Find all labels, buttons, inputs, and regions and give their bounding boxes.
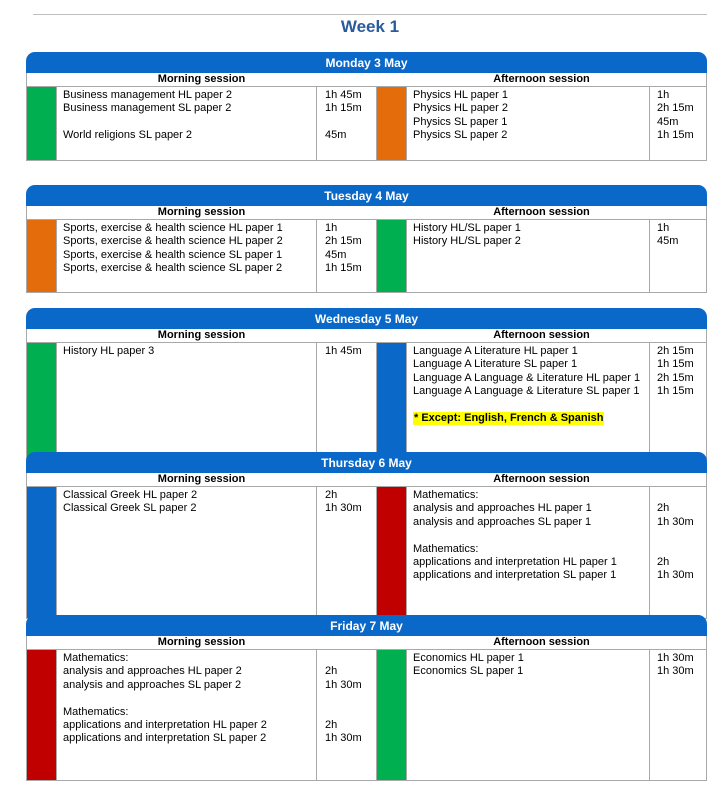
exam-duration: 2h 15m (657, 371, 694, 384)
exam-subject: Classical Greek HL paper 2 (63, 489, 198, 501)
exam-duration: 1h 30m (657, 652, 694, 664)
morning-color-bar (27, 487, 56, 618)
exam-duration: 1h 30m (325, 502, 362, 515)
row-spacer (325, 116, 362, 129)
morning-durations (325, 222, 362, 276)
afternoon-subjects (413, 489, 617, 583)
week-title: Week 1 (340, 17, 400, 36)
day-block (26, 615, 707, 781)
exam-subject: applications and interpretation SL paper 2 (63, 732, 267, 745)
row-spacer (657, 412, 694, 425)
exam-duration: 1h (325, 222, 338, 234)
exam-duration: 45m (657, 235, 679, 248)
exam-subject: analysis and approaches HL paper 1 (413, 502, 592, 515)
exam-subject: Business management HL paper 2 (63, 89, 232, 101)
exam-duration: 45m (325, 129, 347, 142)
column-divider (406, 343, 407, 458)
exam-duration (325, 706, 362, 719)
afternoon-durations (657, 345, 694, 425)
afternoon-color-bar (377, 220, 406, 292)
column-divider (406, 87, 407, 160)
afternoon-subjects (413, 89, 508, 143)
row-spacer (63, 116, 232, 129)
day-header: Tuesday 4 May (26, 185, 707, 206)
exam-duration: 2h 15m (325, 235, 362, 248)
exam-duration: 1h (657, 89, 670, 101)
column-divider (56, 220, 57, 292)
day-table (26, 473, 707, 619)
morning-subjects (63, 89, 232, 143)
column-divider (56, 650, 57, 780)
header-divider (27, 342, 706, 343)
exam-subject: Economics SL paper 1 (413, 665, 524, 678)
exam-duration: 45m (657, 115, 679, 128)
day-header: Friday 7 May (26, 615, 707, 636)
exam-duration: 1h 15m (325, 262, 362, 275)
afternoon-session-heading: Afternoon session (493, 329, 590, 341)
exam-duration (657, 489, 694, 502)
day-header: Monday 3 May (26, 52, 707, 73)
exam-subject: analysis and approaches SL paper 1 (413, 515, 592, 528)
top-rule (33, 14, 707, 15)
column-divider (56, 343, 57, 458)
header-divider (27, 486, 706, 487)
day-table (26, 636, 707, 781)
morning-session-heading: Morning session (157, 473, 246, 485)
exam-subject: applications and interpretation SL paper 1 (413, 569, 617, 582)
exam-duration: 45m (325, 248, 347, 261)
morning-subjects (63, 345, 154, 358)
exam-duration: 2h (657, 555, 670, 568)
morning-color-bar (27, 87, 56, 160)
exam-subject: Language A Language & Literature SL paper 1 (413, 385, 640, 398)
exam-duration: 2h (325, 489, 338, 501)
note-row (413, 412, 640, 425)
day-block (26, 52, 707, 161)
afternoon-color-bar (377, 87, 406, 160)
exam-subject: History HL/SL paper 2 (413, 235, 521, 248)
afternoon-subjects (413, 222, 521, 249)
morning-subjects (63, 652, 267, 746)
exam-subject: Mathematics: (413, 542, 479, 555)
row-spacer (325, 692, 362, 705)
exam-subject: Mathematics: (63, 705, 129, 718)
column-divider (649, 650, 650, 780)
exam-duration: 1h 30m (325, 678, 362, 691)
row-spacer (657, 529, 694, 542)
exam-subject: Language A Literature HL paper 1 (413, 345, 578, 357)
day-table (26, 329, 707, 459)
morning-durations (325, 345, 362, 358)
day-block (26, 452, 707, 619)
exam-subject: Language A Language & Literature HL paper 1 (413, 371, 641, 384)
exam-duration: 1h 15m (657, 385, 694, 398)
morning-session-heading: Morning session (157, 636, 246, 648)
exam-subject: applications and interpretation HL paper 2 (63, 718, 267, 731)
column-divider (316, 487, 317, 618)
afternoon-durations (657, 652, 694, 679)
morning-session-heading: Morning session (157, 329, 246, 341)
afternoon-color-bar (377, 650, 406, 780)
row-spacer (413, 529, 617, 542)
exam-duration: 2h (657, 502, 670, 515)
exam-duration: 2h 15m (657, 102, 694, 115)
exam-duration: 1h (657, 222, 670, 234)
exam-subject: Sports, exercise & health science SL paper 1 (63, 248, 283, 261)
exam-duration: 1h 45m (325, 345, 362, 357)
column-divider (649, 87, 650, 160)
morning-subjects (63, 222, 283, 276)
exam-subject: Physics HL paper 2 (413, 102, 508, 115)
exam-subject: Mathematics: (63, 652, 129, 664)
header-divider (27, 219, 706, 220)
afternoon-durations (657, 489, 694, 583)
exam-subject: Economics HL paper 1 (413, 652, 524, 664)
afternoon-durations (657, 89, 694, 143)
afternoon-session-heading: Afternoon session (493, 73, 590, 85)
exam-subject: Physics SL paper 2 (413, 129, 508, 142)
morning-subjects (63, 489, 197, 516)
exam-duration: 1h 15m (325, 102, 362, 115)
exam-subject: History HL paper 3 (63, 345, 155, 357)
exam-subject: Sports, exercise & health science HL paper 2 (63, 235, 283, 248)
exam-duration: 2h (325, 718, 338, 731)
column-divider (406, 650, 407, 780)
day-block (26, 308, 707, 459)
row-spacer (657, 399, 694, 412)
exam-duration: 1h 30m (657, 515, 694, 528)
exam-subject: Mathematics: (413, 489, 479, 501)
day-header: Wednesday 5 May (26, 308, 707, 329)
column-divider (316, 87, 317, 160)
exam-subject: analysis and approaches SL paper 2 (63, 678, 242, 691)
exam-subject: Physics HL paper 1 (413, 89, 508, 101)
exam-subject: analysis and approaches HL paper 2 (63, 665, 242, 678)
column-divider (316, 650, 317, 780)
exam-subject: Classical Greek SL paper 2 (63, 502, 197, 515)
row-spacer (413, 399, 640, 412)
exam-duration: 1h 15m (657, 358, 694, 371)
exam-duration: 1h 15m (657, 129, 694, 142)
morning-durations (325, 652, 362, 746)
exam-subject: Physics SL paper 1 (413, 115, 508, 128)
exam-duration: 1h 30m (325, 732, 362, 745)
column-divider (649, 487, 650, 618)
header-divider (27, 649, 706, 650)
exam-subject: World religions SL paper 2 (63, 129, 193, 142)
afternoon-session-heading: Afternoon session (493, 636, 590, 648)
exam-subject: History HL/SL paper 1 (413, 222, 521, 234)
morning-durations (325, 89, 362, 143)
column-divider (406, 487, 407, 618)
afternoon-session-heading: Afternoon session (493, 206, 590, 218)
morning-color-bar (27, 220, 56, 292)
header-divider (27, 86, 706, 87)
morning-durations (325, 489, 362, 516)
morning-session-heading: Morning session (157, 206, 246, 218)
afternoon-color-bar (377, 343, 406, 458)
day-block (26, 185, 707, 293)
exam-subject: Language A Literature SL paper 1 (413, 358, 578, 371)
column-divider (316, 343, 317, 458)
day-header: Thursday 6 May (26, 452, 707, 473)
exam-duration: 1h 45m (325, 89, 362, 101)
afternoon-color-bar (377, 487, 406, 618)
morning-session-heading: Morning session (157, 73, 246, 85)
highlighted-note: * Except: English, French & Spanish (414, 411, 604, 424)
exam-duration (657, 543, 694, 556)
column-divider (406, 220, 407, 292)
afternoon-subjects (413, 652, 524, 679)
day-table (26, 206, 707, 293)
row-spacer (63, 692, 267, 705)
morning-color-bar (27, 650, 56, 780)
exam-subject: Business management SL paper 2 (63, 102, 232, 115)
exam-subject: Sports, exercise & health science HL paper 1 (63, 222, 283, 234)
column-divider (649, 220, 650, 292)
exam-subject: applications and interpretation HL paper 1 (413, 555, 617, 568)
afternoon-subjects (413, 345, 640, 425)
column-divider (56, 487, 57, 618)
exam-duration (325, 652, 362, 665)
exam-duration: 1h 30m (657, 665, 694, 678)
exam-duration: 2h (325, 665, 338, 678)
column-divider (316, 220, 317, 292)
exam-subject: Sports, exercise & health science SL paper 2 (63, 262, 283, 275)
morning-color-bar (27, 343, 56, 458)
exam-duration: 1h 30m (657, 569, 694, 582)
afternoon-session-heading: Afternoon session (493, 473, 590, 485)
column-divider (649, 343, 650, 458)
exam-duration: 2h 15m (657, 345, 694, 357)
day-table (26, 73, 707, 161)
column-divider (56, 87, 57, 160)
afternoon-durations (657, 222, 678, 249)
